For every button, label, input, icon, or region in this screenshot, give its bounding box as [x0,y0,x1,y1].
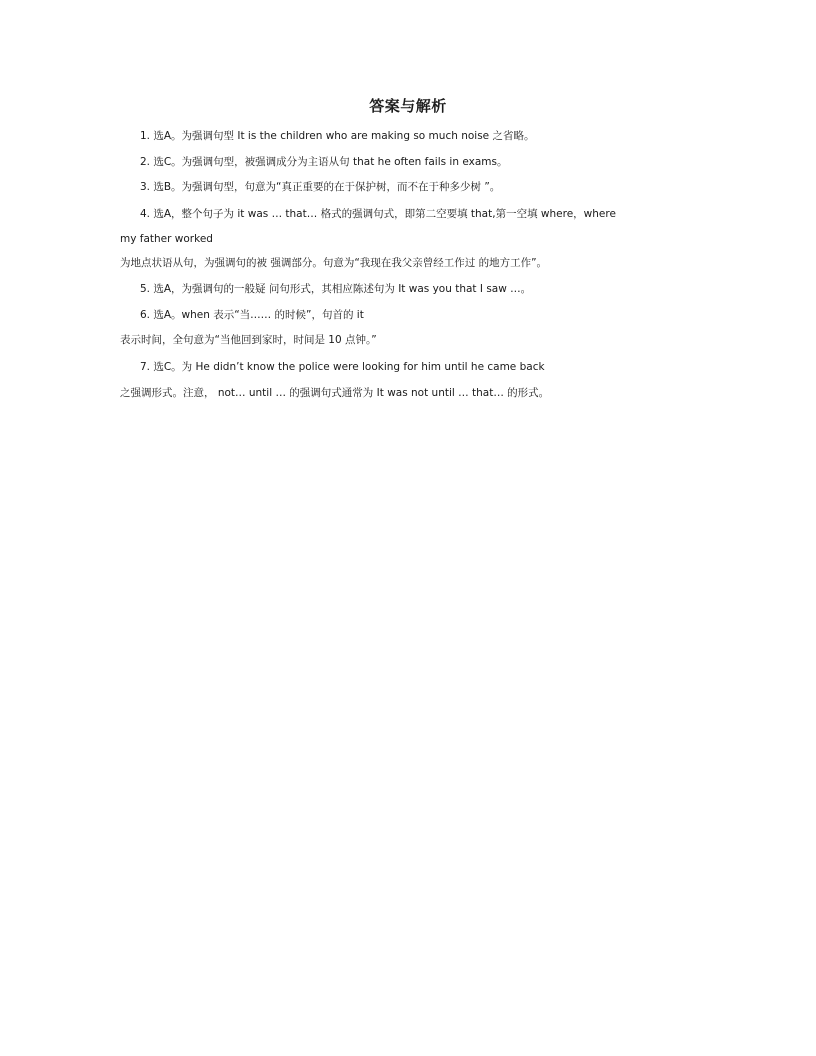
page-title: 答案与解析 [369,97,447,115]
answer-line-6: 6. 选A。when 表示“当…… 的时候”，句首的 it [140,309,364,321]
answer-line-6-explain: 表示时间，全句意为“当他回到家时，时间是 10 点钟。” [120,334,377,346]
answer-line-7: 7. 选C。为 He didn’t know the police were looking for him until he came back [140,361,545,373]
answer-line-3: 3. 选B。为强调句型，句意为“真正重要的在于保护树，而不在于种多少树 ”。 [140,181,501,193]
answer-line-4-cont: my father worked [120,233,213,245]
answer-line-4: 4. 选A，整个句子为 it was … that… 格式的强调句式，即第二空要填 that,第一空填 where，where [140,208,616,220]
answer-line-2: 2. 选C。为强调句型，被强调成分为主语从句 that he often fails in exams。 [140,156,508,168]
answer-line-5: 5. 选A，为强调句的一般疑 问句形式，其相应陈述句为 It was you that I saw …。 [140,283,532,295]
answer-line-1: 1. 选A。为强调句型 It is the children who are making so much noise 之省略。 [140,130,535,142]
answer-line-4-explain: 为地点状语从句，为强调句的被 强调部分。句意为“我现在我父亲曾经工作过 的地方工作”。 [120,257,548,269]
answer-line-7-explain: 之强调形式。注意， not… until … 的强调句式通常为 It was not until … that… 的形式。 [120,387,550,399]
